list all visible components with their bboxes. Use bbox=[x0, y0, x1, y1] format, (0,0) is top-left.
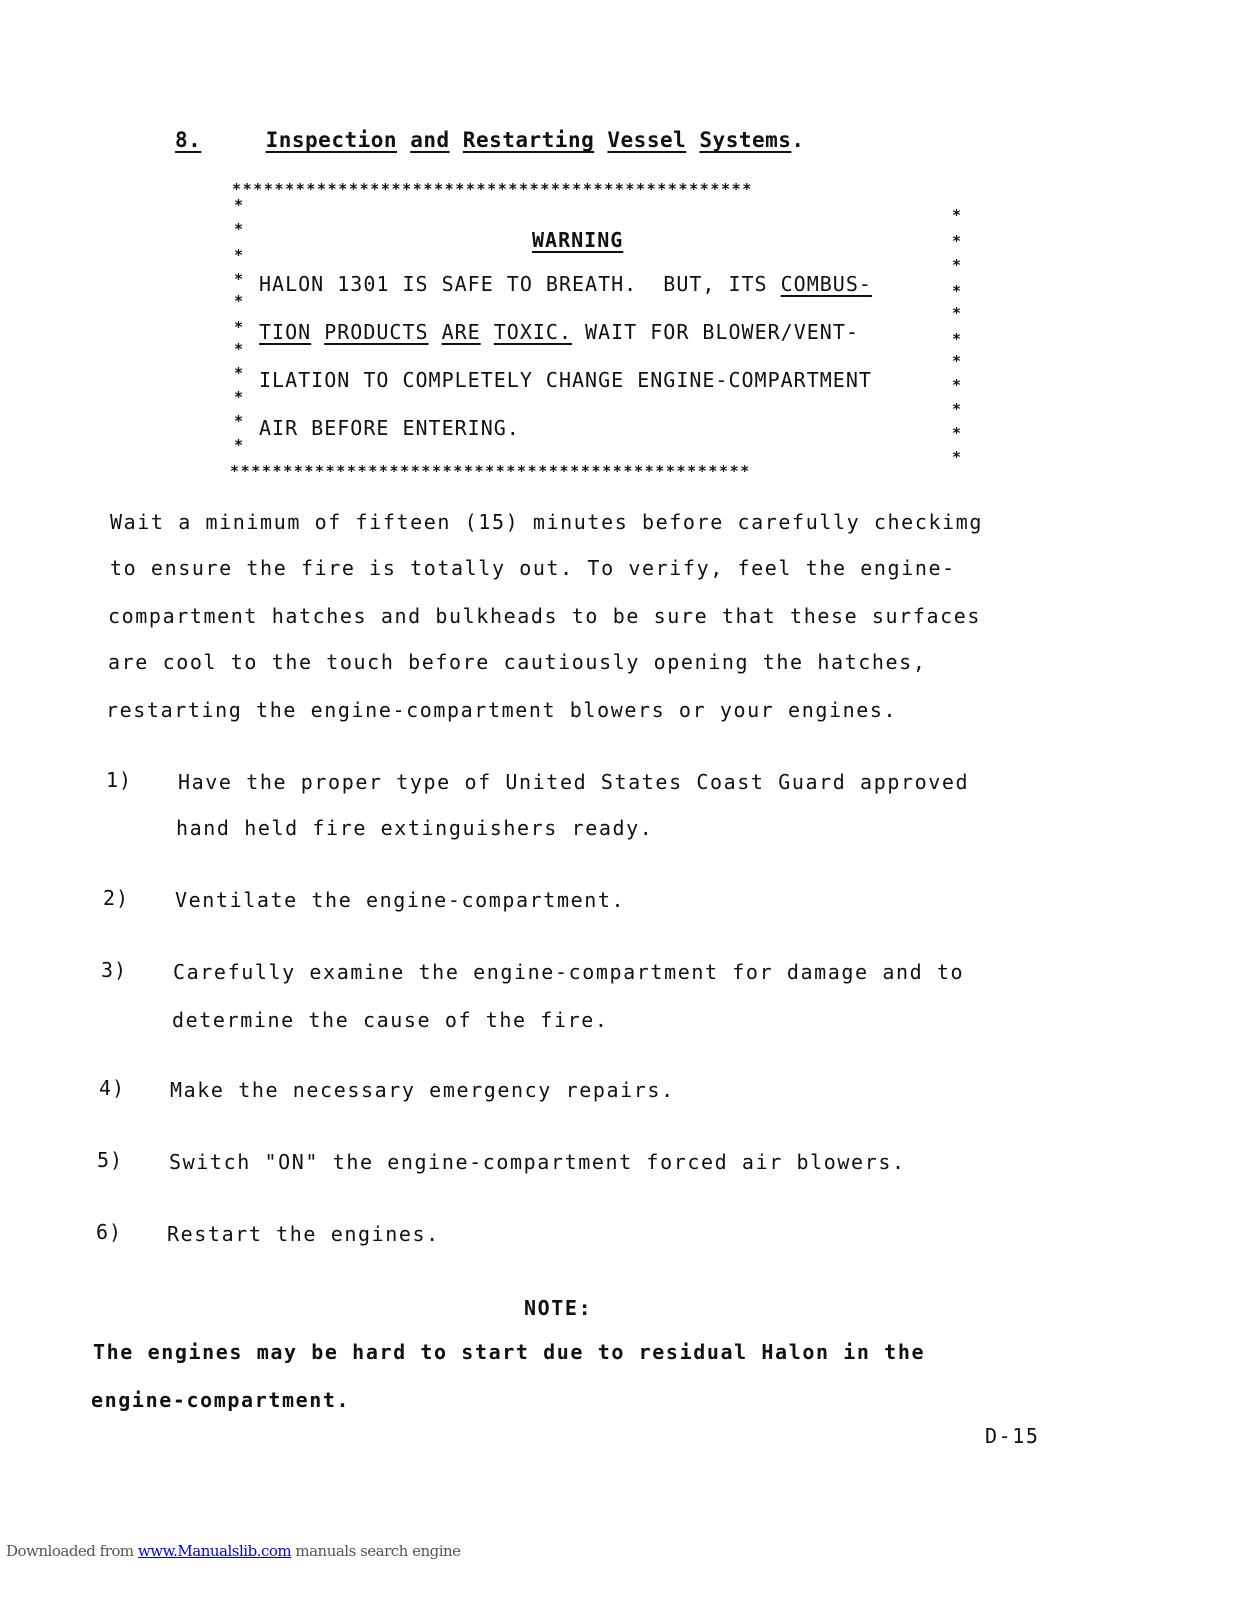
paragraph-line: Wait a minimum of fifteen (15) minutes before carefully checkimg bbox=[110, 510, 984, 534]
heading-word-2: and bbox=[410, 128, 450, 152]
step-text: Restart the engines. bbox=[167, 1222, 440, 1246]
heading-word-5: Systems bbox=[699, 128, 792, 152]
step-text: determine the cause of the fire. bbox=[172, 1008, 609, 1032]
paragraph-line: restarting the engine-compartment blowers or your engines. bbox=[106, 698, 898, 722]
step-number: 4) bbox=[99, 1076, 126, 1100]
heading-word-4: Vessel bbox=[607, 128, 687, 152]
heading-word-1: Inspection bbox=[265, 128, 398, 152]
step-text: Switch "ON" the engine-compartment forced air blowers. bbox=[169, 1150, 906, 1174]
step-number: 5) bbox=[97, 1148, 124, 1172]
step-number: 2) bbox=[103, 886, 130, 910]
warning-border-top: ************************************************* bbox=[232, 180, 753, 198]
paragraph-line: are cool to the touch before cautiously opening the hatches, bbox=[108, 650, 927, 674]
note-title: NOTE: bbox=[524, 1296, 593, 1320]
note-line: engine-compartment. bbox=[91, 1388, 351, 1412]
heading-period: . bbox=[791, 128, 805, 152]
step-text: hand held fire extinguishers ready. bbox=[176, 816, 654, 840]
warning-border-bottom: ************************************************* bbox=[230, 462, 751, 480]
heading-word-3: Restarting bbox=[462, 128, 595, 152]
step-text: Carefully examine the engine-compartment for damage and to bbox=[173, 960, 965, 984]
step-number: 6) bbox=[96, 1220, 123, 1244]
warning-line-1: HALON 1301 IS SAFE TO BREATH. BUT, ITS COMBUS- bbox=[259, 272, 872, 296]
note-line: The engines may be hard to start due to residual Halon in the bbox=[93, 1340, 926, 1364]
paragraph-line: to ensure the fire is totally out. To verify, feel the engine- bbox=[110, 556, 956, 580]
step-text: Ventilate the engine-compartment. bbox=[175, 888, 626, 912]
section-heading bbox=[175, 128, 805, 152]
download-footer: Downloaded from www.Manualslib.com manuals search engine bbox=[6, 1542, 461, 1560]
step-text: Make the necessary emergency repairs. bbox=[170, 1078, 675, 1102]
page-number: D-15 bbox=[985, 1424, 1040, 1448]
step-number: 1) bbox=[106, 768, 133, 792]
warning-title: WARNING bbox=[532, 228, 624, 252]
manualslib-link[interactable]: www.Manualslib.com bbox=[137, 1542, 292, 1560]
warning-line-2: TION PRODUCTS ARE TOXIC. WAIT FOR BLOWER/VENT- bbox=[259, 320, 859, 344]
warning-line-3: ILATION TO COMPLETELY CHANGE ENGINE-COMPARTMENT bbox=[259, 368, 872, 392]
paragraph-line: compartment hatches and bulkheads to be sure that these surfaces bbox=[108, 604, 982, 628]
warning-line-4: AIR BEFORE ENTERING. bbox=[259, 416, 520, 440]
step-number: 3) bbox=[101, 958, 128, 982]
section-number: 8. bbox=[175, 128, 202, 152]
step-text: Have the proper type of United States Coast Guard approved bbox=[178, 770, 970, 794]
